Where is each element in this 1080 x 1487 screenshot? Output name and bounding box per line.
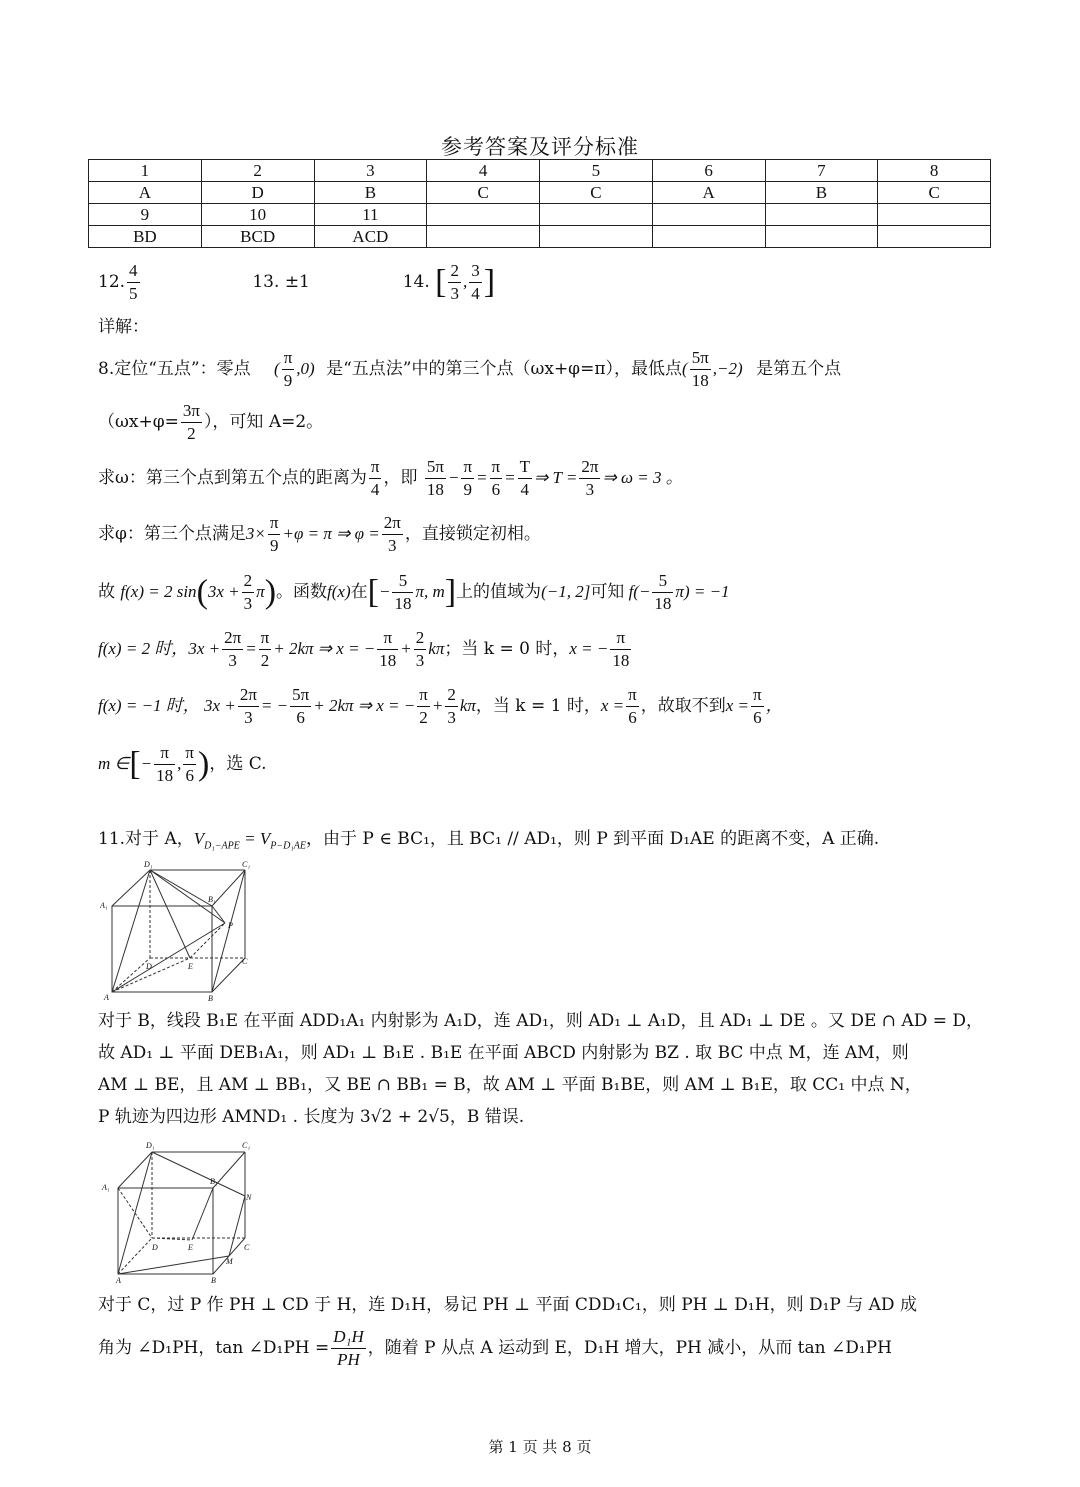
table-cell — [765, 204, 878, 226]
table-cell: C — [878, 182, 991, 204]
q12-label: 12. — [98, 272, 126, 292]
table-cell: 8 — [878, 160, 991, 182]
table-cell — [427, 226, 540, 248]
label-m: M — [226, 1257, 233, 1266]
table-cell: B — [314, 182, 427, 204]
table-cell — [540, 204, 653, 226]
q8-line-6: f(x) = 2 时，3x + $\frac{2\pi}{3}$ = $\frac{\pi}{2}$ + 2kπ ⇒ x = − $\frac{\pi}{18}$ + $\frac{2}{3}$ kπ；当 k = 0 时，x = − $\frac{\pi}{18}$ — [98, 628, 630, 670]
q11-b-line-1: 对于 B，线段 B₁E 在平面 ADD₁A₁ 内射影为 A₁D，连 AD₁，则 AD₁ ⊥ A₁D，且 AD₁ ⊥ DE 。又 DE ∩ AD = D， — [98, 1011, 984, 1031]
table-row — [89, 204, 991, 226]
table-cell: 3 — [314, 160, 427, 182]
q14-label: 14. — [402, 272, 430, 292]
table-cell: C — [540, 182, 653, 204]
q13-label: 13. — [252, 272, 280, 292]
table-cell — [878, 226, 991, 248]
label-b: B — [208, 994, 213, 1003]
label-b1: B₁ — [208, 895, 216, 904]
label-p: P — [228, 921, 233, 930]
label-e: E — [188, 962, 193, 971]
label-b: B — [211, 1276, 216, 1285]
table-row — [89, 182, 991, 204]
table-cell — [652, 204, 765, 226]
q8-line-3: 求ω：第三个点到第五个点的距离为 $\frac{\pi}{4}$ ，即 $\frac{5\pi}{18}$ − $\frac{\pi}{9}$ = $\frac{\pi}{6}$ = $\frac{T}{4}$ ⇒ T = $\frac{2\pi}{3}$ ⇒ ω = 3 。 — [98, 457, 683, 499]
table-cell — [427, 204, 540, 226]
q13-value: ±1 — [284, 272, 310, 292]
table-cell: B — [765, 182, 878, 204]
q8-line-1: 8.定位“五点”：零点 ( $\frac{\pi}{9}$ ,0) 是“五点法”中的第三个点（ωx+φ=π），最低点( $\frac{5\pi}{18}$ ,−2) 是第五个点 — [98, 348, 842, 390]
q12-fraction: $\frac{4}{5}$ — [129, 261, 138, 303]
q8-line-2: （ωx+φ= $\frac{3\pi}{2}$ ），可知 A=2。 — [98, 401, 324, 443]
explain-label: 详解： — [98, 317, 149, 337]
table-cell: ACD — [314, 226, 427, 248]
label-d1: D₁ — [146, 1141, 155, 1150]
q11-line-1: 11.对于 A，$V_{D_1-APE} = V_{P-D_1AE}$，由于 P ∈ BC₁，且 BC₁ // AD₁，则 P 到平面 D₁AE 的距离不变，A 正确. — [98, 829, 880, 852]
q8-line-4: 求φ：第三个点满足3× $\frac{\pi}{9}$ +φ = π ⇒ φ = $\frac{2\pi}{3}$ ，直接锁定初相。 — [98, 513, 541, 555]
table-cell: A — [89, 182, 202, 204]
table-cell: BD — [89, 226, 202, 248]
cube-figure-1 — [100, 858, 260, 1003]
table-cell: C — [427, 182, 540, 204]
q8-line-8: m ∈[− $\frac{\pi}{18}$ , $\frac{\pi}{6}$ )，选 C. — [98, 743, 267, 785]
table-cell — [878, 204, 991, 226]
label-n: N — [246, 1193, 252, 1202]
label-a1: A₁ — [100, 901, 108, 910]
label-a1: A₁ — [102, 1183, 110, 1192]
label-e: E — [188, 1243, 193, 1252]
q8-line-5: 故 f(x) = 2 sin(3x + $\frac{2}{3}$ π)。函数f(x)在[− $\frac{5}{18}$ π, m]上的值域为(−1, 2]可知 f(− $\frac{5}{18}$ π) = −1 — [98, 571, 730, 613]
table-cell: 9 — [89, 204, 202, 226]
q11-b-line-4: P 轨迹为四边形 AMND₁ . 长度为 3√2 + 2√5，B 错误. — [98, 1107, 525, 1127]
page-footer: 第 1 页 共 8 页 — [488, 1438, 592, 1456]
fill-blank-answers: 12. $\frac{4}{5}$ 13. ±1 14. [ $\frac{2}{3}$ , $\frac{3}{4}$ ] — [98, 261, 496, 303]
table-cell: 6 — [652, 160, 765, 182]
q11-c-line-2: 角为 ∠D₁PH，tan ∠D₁PH = $\frac{\text{D₁H}}{PH}$ ，随着 P 从点 A 运动到 E，D₁H 增大，PH 减小，从而 tan ∠D₁PH — [98, 1327, 892, 1369]
table-cell: 10 — [201, 204, 314, 226]
table-cell: 1 — [89, 160, 202, 182]
table-cell: 11 — [314, 204, 427, 226]
table-cell: BCD — [201, 226, 314, 248]
table-cell: 7 — [765, 160, 878, 182]
q11-b-line-2: 故 AD₁ ⊥ 平面 DEB₁A₁，则 AD₁ ⊥ B₁E . B₁E 在平面 ABCD 内射影为 BZ . 取 BC 中点 M，连 AM，则 — [98, 1043, 909, 1063]
label-a: A — [116, 1276, 121, 1285]
page-title: 参考答案及评分标准 — [441, 135, 639, 159]
table-row — [89, 226, 991, 248]
label-d: D — [152, 1243, 158, 1252]
table-cell: 2 — [201, 160, 314, 182]
label-d: D — [146, 962, 152, 971]
label-c1: C₁ — [242, 860, 251, 869]
answer-table — [88, 159, 991, 248]
table-cell — [652, 226, 765, 248]
label-c1: C₁ — [242, 1141, 251, 1150]
table-cell: A — [652, 182, 765, 204]
q11-b-line-3: AM ⊥ BE，且 AM ⊥ BB₁，又 BE ∩ BB₁ = B，故 AM ⊥ 平面 B₁BE，则 AM ⊥ B₁E，取 CC₁ 中点 N， — [98, 1075, 922, 1095]
table-cell — [765, 226, 878, 248]
label-c: C — [244, 1243, 250, 1252]
label-d1: D₁ — [144, 860, 153, 869]
label-b1: B₁ — [210, 1177, 218, 1186]
q11-c-line-1: 对于 C，过 P 作 PH ⊥ CD 于 H，连 D₁H，易记 PH ⊥ 平面 CDD₁C₁，则 PH ⊥ D₁H，则 D₁P 与 AD 成 — [98, 1295, 917, 1315]
label-c: C — [242, 957, 248, 966]
q8-line-7: f(x) = −1 时， 3x + $\frac{2\pi}{3}$ = − $\frac{5\pi}{6}$ + 2kπ ⇒ x = − $\frac{\pi}{2}$ + $\frac{2}{3}$ kπ，当 k = 1 时，x = $\frac{\pi}{6}$ ，故取不到x = $\frac{\pi}{6}$ ， — [98, 685, 783, 727]
table-row — [89, 160, 991, 182]
table-cell: 4 — [427, 160, 540, 182]
cube-figure-2 — [100, 1138, 260, 1286]
table-cell: 5 — [540, 160, 653, 182]
table-cell — [540, 226, 653, 248]
table-cell: D — [201, 182, 314, 204]
label-a: A — [104, 993, 109, 1002]
